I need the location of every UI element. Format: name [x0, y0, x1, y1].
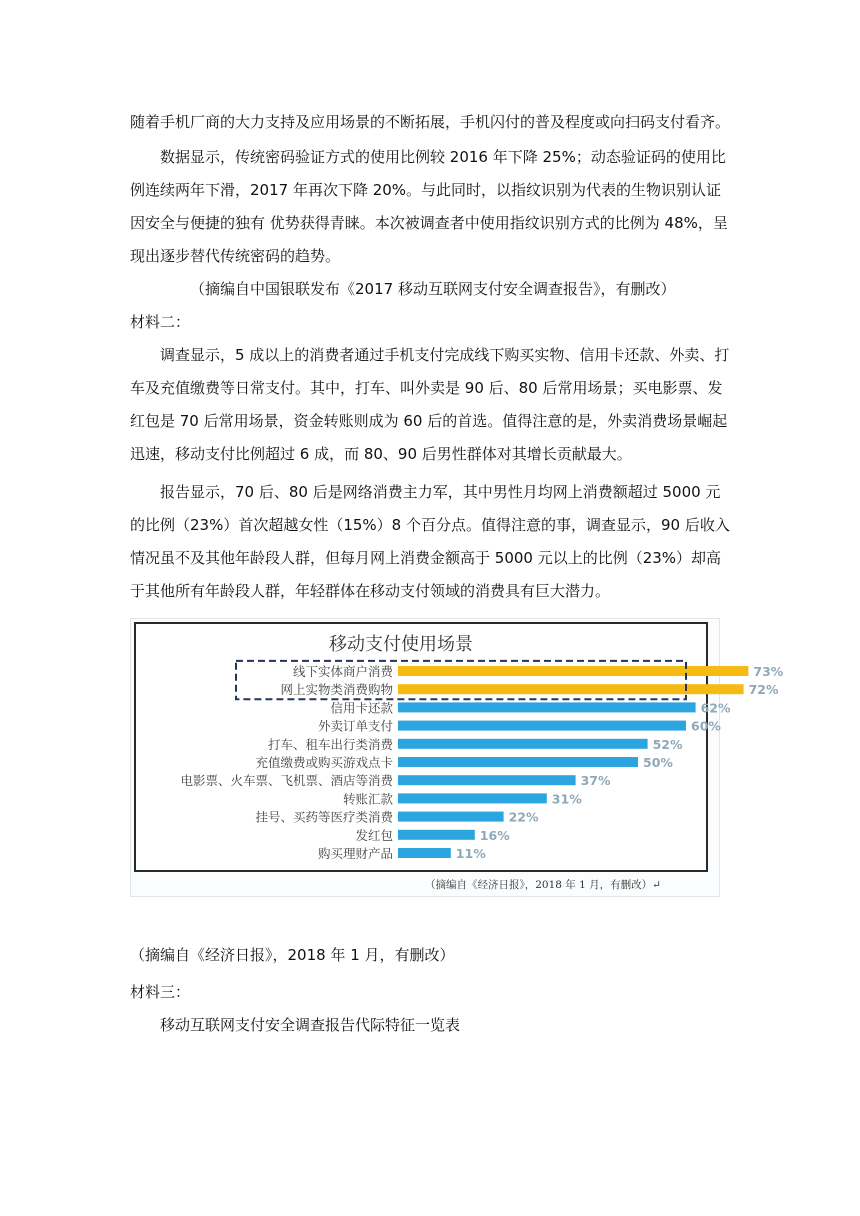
value-label: 22% — [508, 809, 539, 825]
source-note-1: （摘编自中国银联发布《2017 移动互联网支付安全调查报告》，有删改） — [190, 280, 676, 298]
source-note-2: （摘编自《经济日报》，2018 年 1 月，有删改） — [130, 946, 455, 964]
bar — [398, 702, 696, 712]
bar — [398, 830, 475, 840]
category-label: 外卖订单支付 — [317, 718, 393, 734]
value-label: 72% — [748, 682, 779, 698]
paragraph-4: 报告显示，70 后、80 后是网络消费主力军，其中男性月均网上消费额超过 5000 元的比例（23%）首次超越女性（15%）8 个百分点。值得注意的事，调查显示，90 后收入情况虽不及其他年龄段人群，但每月网上消费金额高于 5000 元以上的比例（23%）却高于其他所有年龄段人群，年轻群体在移动支付领域的消费具有巨大潜力。 — [130, 483, 730, 600]
paragraph-3: 调查显示，5 成以上的消费者通过手机支付完成线下购买实物、信用卡还款、外卖、打车及充值缴费等日常支付。其中，打车、叫外卖是 90 后、80 后常用场景；买电影票、发红包是 70 后常用场景，资金转账则成为 60 后的首选。值得注意的是，外卖消费场景崛起迅速，移动支付比例超过 6 成，而 80、90 后男性群体对其增长贡献最大。 — [130, 346, 730, 463]
category-label: 转账汇款 — [342, 791, 393, 807]
bar — [398, 775, 576, 785]
category-label: 网上实物类消费购物 — [280, 682, 393, 698]
material-2-heading: 材料二： — [130, 313, 191, 331]
payment-scenarios-chart — [136, 624, 784, 870]
value-label: 31% — [551, 791, 582, 807]
bar — [398, 666, 748, 676]
table-title: 移动互联网支付安全调查报告代际特征一览表 — [160, 1016, 461, 1034]
category-label: 线下实体商户消费 — [292, 664, 393, 679]
value-label: 16% — [479, 827, 510, 843]
category-label: 发红包 — [355, 827, 393, 843]
material-3-heading: 材料三： — [130, 983, 191, 1001]
value-label: 52% — [652, 736, 683, 752]
chart-figure — [130, 618, 784, 897]
value-label: 73% — [753, 664, 784, 679]
category-label: 挂号、买药等医疗类消费 — [255, 809, 393, 825]
chart-title: 移动支付使用场景 — [329, 634, 473, 655]
bar — [398, 757, 638, 767]
value-label: 60% — [691, 718, 721, 734]
category-label: 打车、租车出行类消费 — [267, 736, 393, 752]
bar — [398, 848, 451, 858]
value-label: 37% — [580, 773, 611, 789]
bar — [398, 721, 686, 731]
paragraph-2: 数据显示，传统密码验证方式的使用比例较 2016 年下降 25%；动态验证码的使用比例连续两年下滑，2017 年再次下降 20%。与此同时，以指纹识别为代表的生物识别认证因安全与便捷的独有 优势获得青睐。本次被调查者中使用指纹识别方式的比例为 48%，呈现出逐步替代传统密码的趋势。 — [130, 148, 728, 265]
category-label: 电影票、火车票、飞机票、酒店等消费 — [180, 773, 393, 789]
category-label: 信用卡还款 — [330, 700, 393, 716]
figure-caption: （摘编自《经济日报》，2018 年 1 月，有删改）↵ — [425, 879, 661, 891]
value-label: 50% — [643, 755, 673, 770]
chart-frame — [134, 622, 784, 872]
bar — [398, 739, 648, 749]
bar — [398, 812, 504, 822]
value-label: 11% — [455, 846, 486, 861]
bar — [398, 684, 744, 694]
category-label: 购买理财产品 — [317, 846, 393, 861]
bar — [398, 793, 547, 803]
value-label: 62% — [700, 700, 731, 716]
paragraph-1: 随着手机厂商的大力支持及应用场景的不断拓展，手机闪付的普及程度或向扫码支付看齐。 — [130, 113, 731, 131]
category-label: 充值缴费或购买游戏点卡 — [255, 755, 393, 770]
